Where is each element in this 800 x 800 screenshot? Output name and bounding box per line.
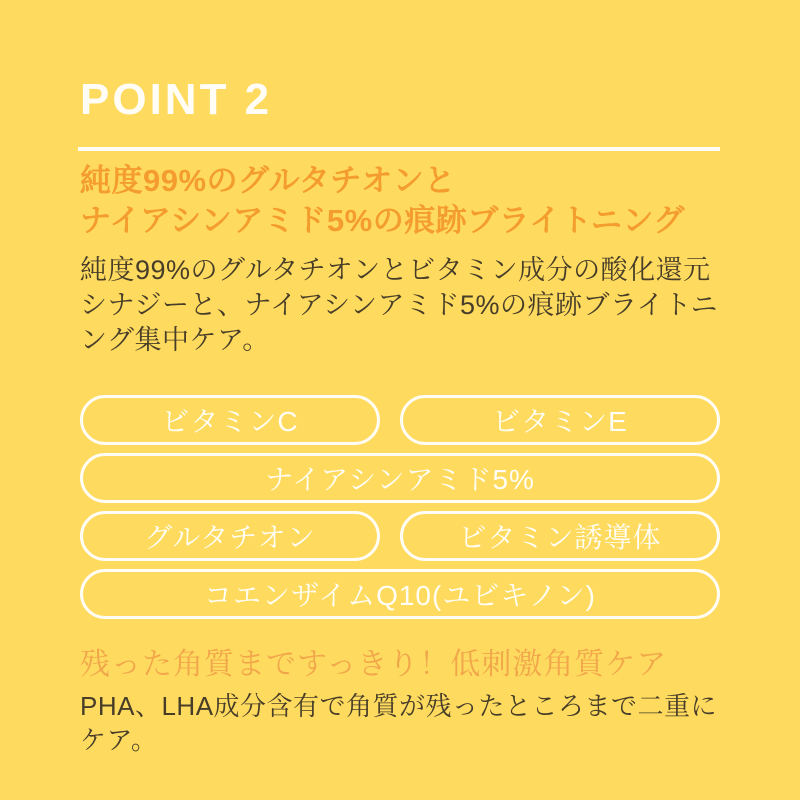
tag-row bbox=[80, 395, 720, 445]
ingredient-tag-niacinamide: ナイアシンアミド5% bbox=[80, 453, 720, 503]
sub-point-title: 残った角質まですっきり！低刺激角質ケア bbox=[80, 648, 668, 681]
banner-content bbox=[80, 0, 720, 757]
ingredient-tag-vitamin-derivative: ビタミン誘導体 bbox=[400, 511, 720, 561]
ingredient-tag-glutathione: グルタチオン bbox=[80, 511, 380, 561]
point-label: POINT 2 bbox=[80, 75, 273, 124]
description-text: 純度99%のグルタチオンとビタミン成分の酸化還元シナジーと、ナイアシンアミド5%の痕跡ブライトニング集中ケア。 bbox=[80, 255, 719, 355]
headline-line2: ナイアシンアミド5%の痕跡ブライトニング bbox=[80, 203, 685, 238]
ingredient-tag-vitamin-c: ビタミンC bbox=[80, 395, 380, 445]
ingredient-tag-list bbox=[80, 395, 720, 619]
tag-row bbox=[80, 569, 720, 619]
tag-row bbox=[80, 453, 720, 503]
tag-row bbox=[80, 511, 720, 561]
ingredient-tag-coenzyme-q10: コエンザイムQ10(ユビキノン) bbox=[80, 569, 720, 619]
divider-line bbox=[78, 147, 720, 151]
sub-point-description: PHA、LHA成分含有で角質が残ったところまで二重にケア。 bbox=[80, 691, 718, 755]
headline bbox=[80, 161, 720, 241]
ingredient-tag-vitamin-e: ビタミンE bbox=[400, 395, 720, 445]
headline-line1: 純度99%のグルタチオンと bbox=[80, 163, 456, 198]
